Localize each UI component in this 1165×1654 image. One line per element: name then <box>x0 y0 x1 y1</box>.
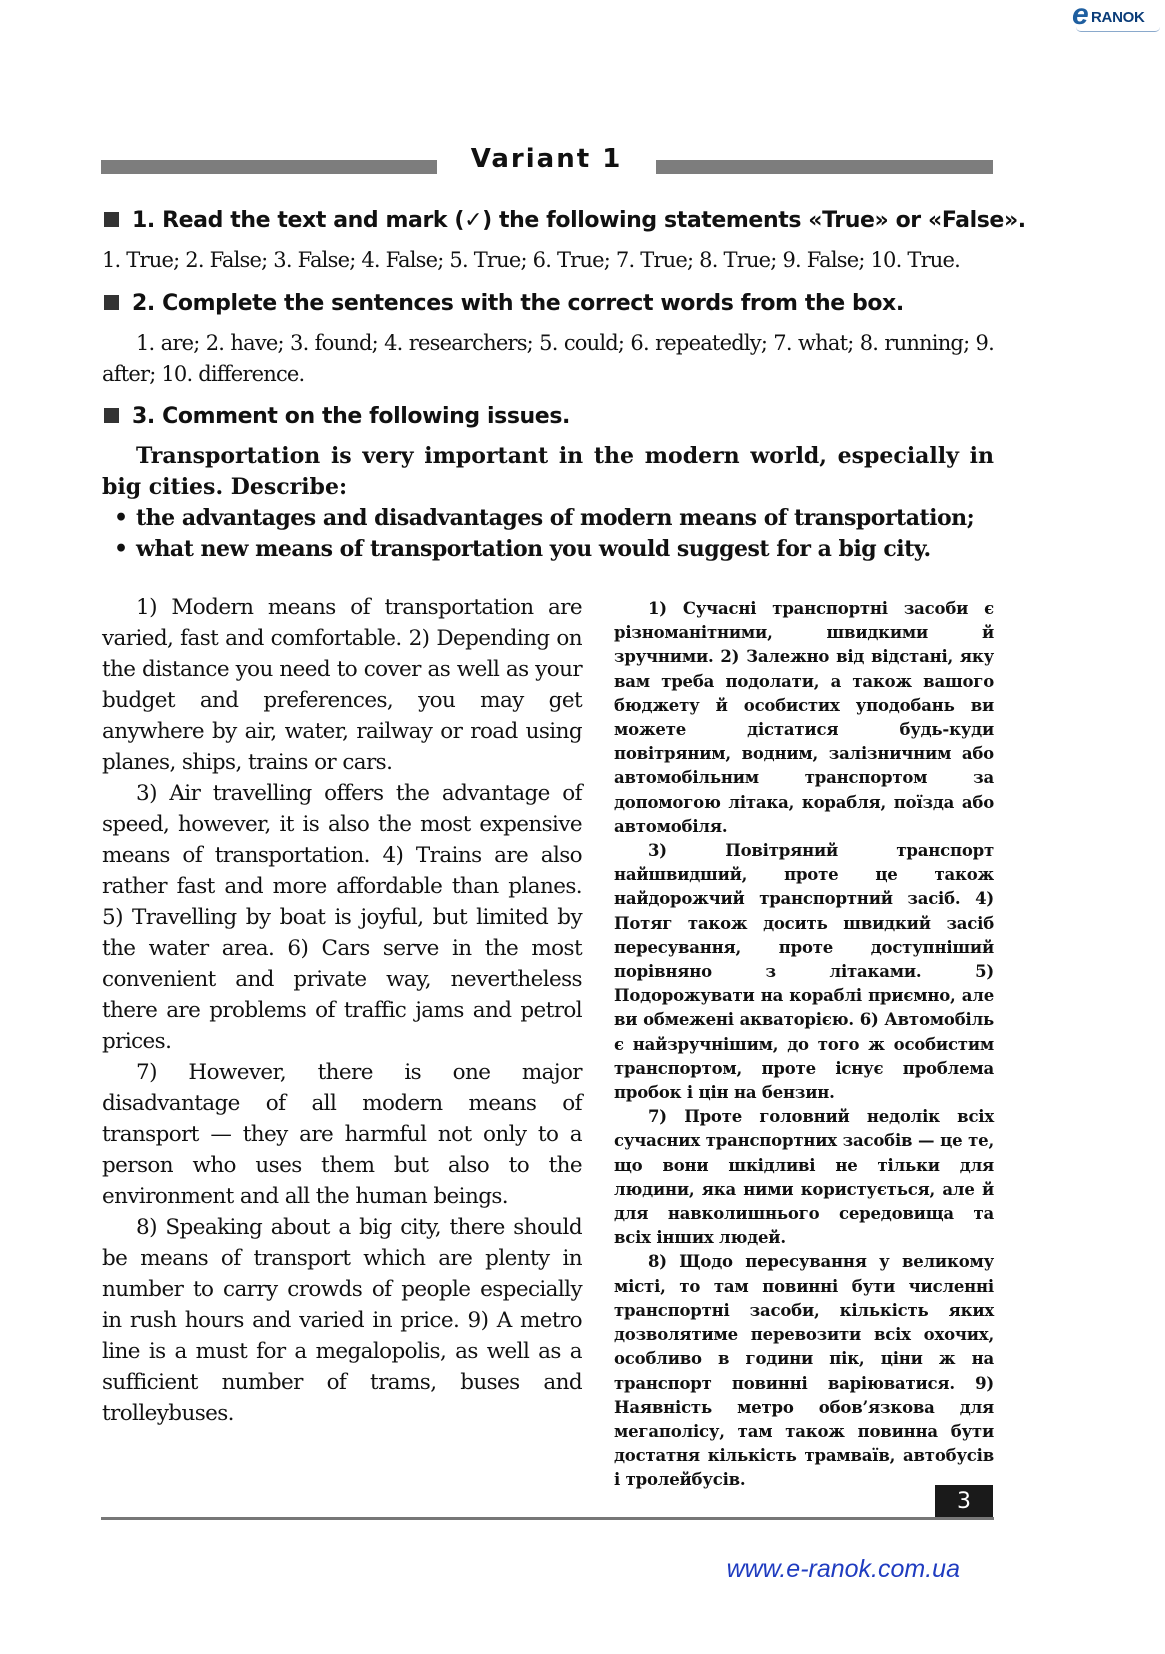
logo-e-letter: e <box>1072 0 1089 31</box>
logo-swoosh-icon <box>1076 27 1160 32</box>
task-2-answer: 1. are; 2. have; 3. found; 4. researchers; 5. could; 6. repeatedly; 7. what; 8. running; 9. after; 10. difference. <box>102 331 994 386</box>
ukrainian-paragraph: 1) Сучасні транспортні засоби є різноманітними, швидкими й зручними. 2) Залежно від відстані, яку вам треба подолати, а також вашого бюджету й особистих уподобань ви можете дістатися будь-куди повітряним, водним, залізничним або автомобільним транспортом за допомогою літака, корабля, поїзда або автомобіля. <box>614 599 994 836</box>
ukrainian-translation-column <box>614 597 994 1493</box>
english-answer-column <box>102 592 582 1429</box>
square-bullet-icon <box>104 408 119 423</box>
ukrainian-paragraph: 3) Повітряний транспорт найшвидший, проте це також найдорожчий транспортний засіб. 4) Потяг також досить швидкий засіб пересування, проте доступніший порівняно з літаками. 5) Подорожувати на кораблі приємно, але ви обмежені акваторією. 6) Автомобіль є найзручнішим, до того ж особистим транспортом, проте існує проблема пробок і цін на бензин. <box>614 841 994 1103</box>
bullet-dot-icon: • <box>114 505 128 531</box>
english-paragraph: 3) Air travelling offers the advantage of speed, however, it is also the most expensive means of transportation. 4) Trains are also rather fast and more affordable than planes. 5) Travelling by boat is joyful, but limited by the water area. 6) Cars serve in the most convenient and private way, nevertheless there are problems of traffic jams and petrol prices. <box>102 781 582 1054</box>
bullet-text: the advantages and disadvantages of modern means of transportation; <box>136 505 975 531</box>
english-paragraph: 1) Modern means of transportation are varied, fast and comfortable. 2) Depending on the distance you need to cover as well as your budget and preferences, you may get anywhere by air, water, railway or road using planes, ships, trains or cars. <box>102 595 582 775</box>
footer-divider <box>101 1517 994 1520</box>
variant-title-row <box>101 146 993 180</box>
task-3-heading <box>104 404 570 429</box>
page-title: Variant 1 <box>470 144 623 174</box>
bullet-dot-icon: • <box>114 536 128 562</box>
ukrainian-paragraph: 8) Щодо пересування у великому місті, то там повинні бути численні транспортні засоби, кількість яких дозволятиме перевозити всіх охочих, особливо в години пік, ціни ж на транспорт повинні варіюватися. 9) Наявність метро обов’язкова для мегаполісу, там також повинна бути достатня кількість трамваїв, автобусів і тролейбусів. <box>614 1252 994 1490</box>
english-paragraph: 7) However, there is one major disadvantage of all modern means of transport — they are harmful not only to a person who uses them but also to the environment and all the human beings. <box>102 1060 582 1209</box>
bullet-text: what new means of transportation you would suggest for a big city. <box>136 536 931 562</box>
title-bar-left <box>101 160 437 174</box>
publisher-logo <box>1072 0 1162 34</box>
english-paragraph: 8) Speaking about a big city, there should be means of transport which are plenty in number to carry crowds of people especially in rush hours and varied in price. 9) A metro line is a must for a megalopolis, as well as a sufficient number of trams, buses and trolleybuses. <box>102 1215 582 1426</box>
square-bullet-icon <box>104 295 119 310</box>
task-1-heading <box>104 208 1026 233</box>
issue-bullet-list <box>102 503 994 565</box>
title-bar-right <box>656 160 993 174</box>
task-2-heading <box>104 291 904 316</box>
ukrainian-paragraph: 7) Проте головний недолік всіх сучасних транспортних засобів — це те, що вони шкідливі не тільки для людини, яка ними користується, але й для навколишнього середовища та всіх інших людей. <box>614 1107 994 1248</box>
logo-brand-name: RANOK <box>1091 9 1145 26</box>
square-bullet-icon <box>104 212 119 227</box>
list-item <box>102 503 994 534</box>
website-link[interactable]: www.e-ranok.com.ua <box>726 1555 960 1583</box>
task-3-heading-text: 3. Comment on the following issues. <box>132 404 570 429</box>
issue-intro: Transportation is very important in the modern world, especially in big cities. Describe: <box>102 443 994 500</box>
task-1-heading-text: 1. Read the text and mark (✓) the following statements «True» or «False». <box>132 208 1026 233</box>
list-item <box>102 534 994 565</box>
task-2-heading-text: 2. Complete the sentences with the correct words from the box. <box>132 291 904 316</box>
task-1-answer: 1. True; 2. False; 3. False; 4. False; 5. True; 6. True; 7. True; 8. True; 9. False; 10. True. <box>102 248 961 272</box>
page-number: 3 <box>935 1485 993 1519</box>
